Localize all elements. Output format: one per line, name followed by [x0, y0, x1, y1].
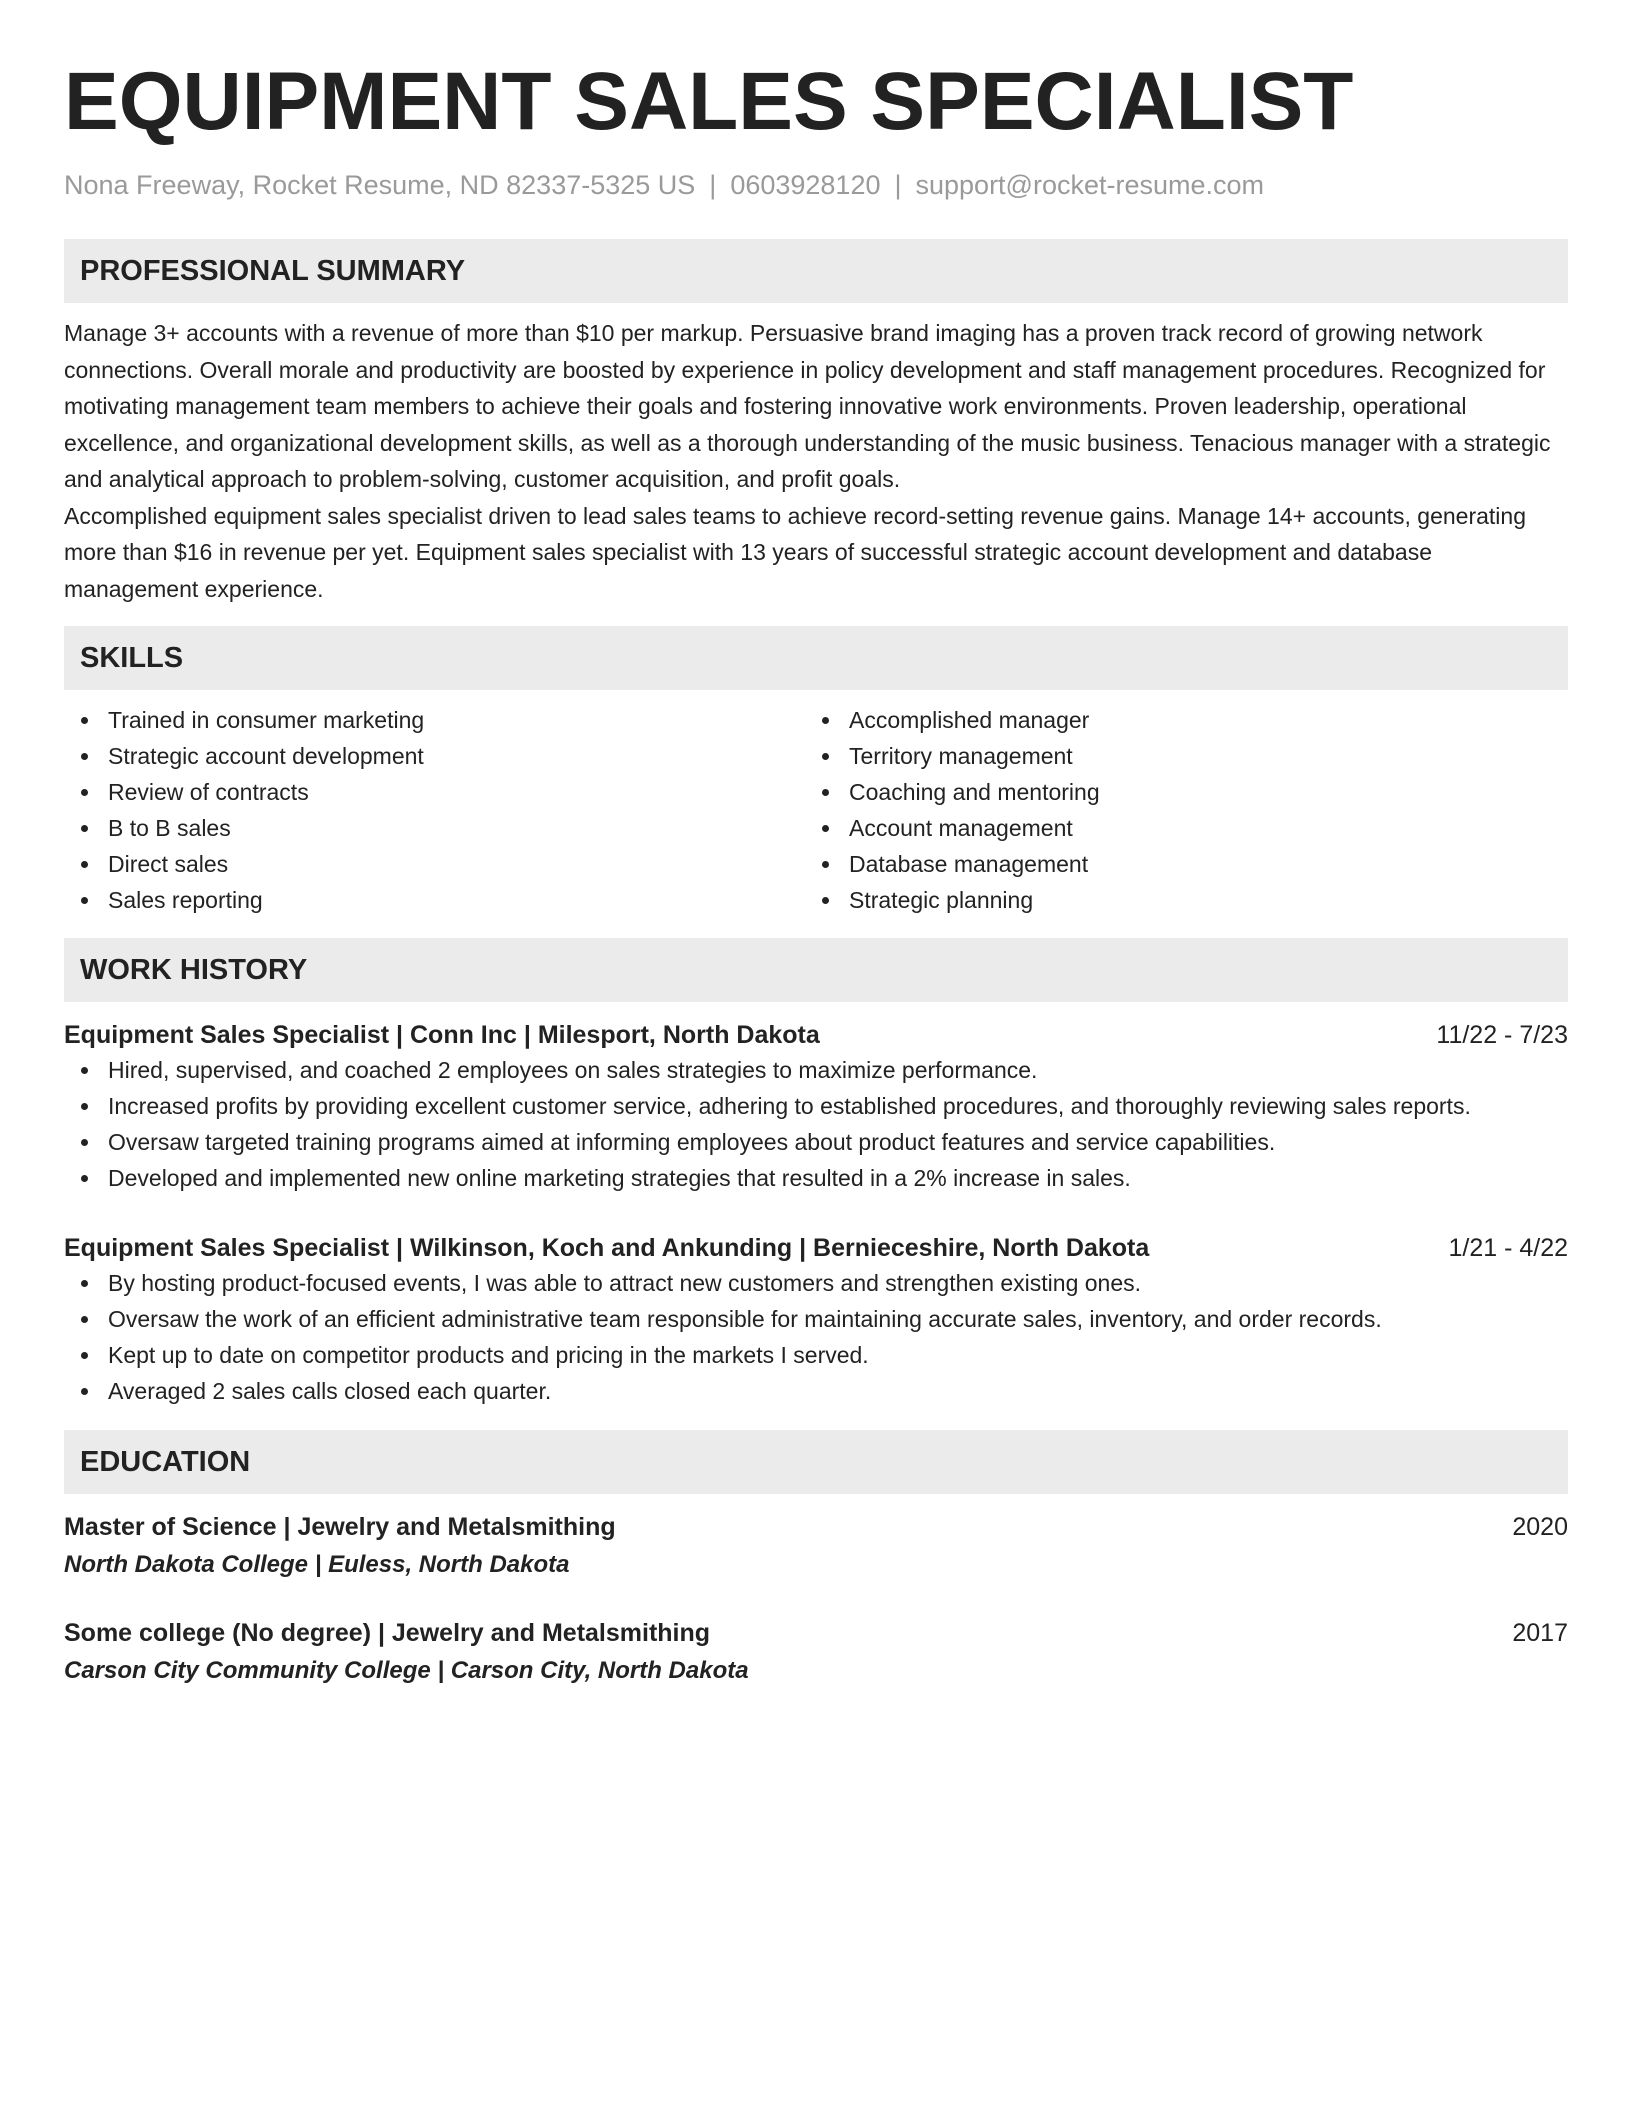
contact-separator: | — [709, 170, 717, 200]
job-bullet: Kept up to date on competitor products and pricing in the markets I served. — [64, 1337, 1568, 1373]
education-school: Carson City Community College | Carson City, North Dakota — [64, 1657, 749, 1684]
skill-item: Strategic account development — [64, 738, 805, 774]
job-dates: 11/22 - 7/23 — [1436, 1021, 1568, 1049]
section-heading-skills: SKILLS — [64, 626, 1568, 690]
contact-phone: 0603928120 — [730, 170, 881, 200]
skill-item: Account management — [805, 810, 1546, 846]
contact-line — [64, 168, 1568, 202]
skill-item: Direct sales — [64, 846, 805, 882]
summary-paragraph: Manage 3+ accounts with a revenue of more than $10 per markup. Persuasive brand imaging has a proven track record of growing network connections. Overall morale and productivity are boosted by experience in policy development and staff management procedures. Recognized for motivating management team members to achieve their goals and fostering innovative work environments. Proven leadership, operational excellence, and organizational development skills, as well as a thorough understanding of the music business. Tenacious manager with a strategic and analytical approach to problem-solving, customer acquisition, and profit goals. — [64, 320, 1551, 492]
skill-item: Sales reporting — [64, 882, 805, 918]
job-bullet: Increased profits by providing excellent customer service, adhering to established procedures, and thoroughly reviewing sales reports. — [64, 1088, 1568, 1124]
skill-item: Strategic planning — [805, 882, 1546, 918]
job-bullets — [64, 1265, 1568, 1409]
section-heading-work-history: WORK HISTORY — [64, 938, 1568, 1002]
job-bullet: Oversaw the work of an efficient administrative team responsible for maintaining accurate sales, inventory, and order records. — [64, 1301, 1568, 1337]
skill-item: B to B sales — [64, 810, 805, 846]
education-degree: Master of Science | Jewelry and Metalsmithing — [64, 1513, 616, 1541]
resume-title: EQUIPMENT SALES SPECIALIST — [64, 56, 1354, 147]
skill-item: Coaching and mentoring — [805, 774, 1546, 810]
job-header — [64, 1018, 1568, 1052]
summary-paragraph: Accomplished equipment sales specialist driven to lead sales teams to achieve record-setting revenue gains. Manage 14+ accounts, generating more than $16 in revenue per yet. Equipment sales specialist with 13 years of successful strategic account development and database management experience. — [64, 502, 1526, 602]
job-bullets — [64, 1052, 1568, 1196]
contact-separator: | — [894, 170, 902, 200]
skill-item: Review of contracts — [64, 774, 805, 810]
job-bullet: Oversaw targeted training programs aimed at informing employees about product features and service capabilities. — [64, 1124, 1568, 1160]
education-school: North Dakota College | Euless, North Dakota — [64, 1551, 570, 1578]
education-year: 2020 — [1512, 1513, 1568, 1541]
skills-column-left — [64, 702, 805, 918]
job-bullet: Hired, supervised, and coached 2 employees on sales strategies to maximize performance. — [64, 1052, 1568, 1088]
contact-email[interactable]: support@rocket-resume.com — [915, 170, 1265, 200]
job-dates: 1/21 - 4/22 — [1448, 1234, 1568, 1262]
education-year: 2017 — [1512, 1619, 1568, 1647]
education-entry — [64, 1616, 1568, 1688]
education-entry — [64, 1510, 1568, 1582]
skill-item: Territory management — [805, 738, 1546, 774]
job-title: Equipment Sales Specialist | Wilkinson, Koch and Ankunding | Bernieceshire, North Dakota — [64, 1234, 1150, 1262]
job-bullet: Developed and implemented new online marketing strategies that resulted in a 2% increase in sales. — [64, 1160, 1568, 1196]
skill-item: Accomplished manager — [805, 702, 1546, 738]
contact-address: Nona Freeway, Rocket Resume, ND 82337-5325 US — [64, 170, 696, 200]
job-entry — [64, 1231, 1568, 1409]
job-title: Equipment Sales Specialist | Conn Inc | Milesport, North Dakota — [64, 1021, 820, 1049]
skills-column-right — [805, 702, 1546, 918]
section-heading-summary: PROFESSIONAL SUMMARY — [64, 239, 1568, 303]
skills-list — [64, 702, 1568, 918]
job-bullet: Averaged 2 sales calls closed each quarter. — [64, 1373, 1568, 1409]
job-entry — [64, 1018, 1568, 1196]
section-heading-education: EDUCATION — [64, 1430, 1568, 1494]
summary-text — [64, 315, 1568, 607]
skill-item: Database management — [805, 846, 1546, 882]
job-header — [64, 1231, 1568, 1265]
education-degree: Some college (No degree) | Jewelry and Metalsmithing — [64, 1619, 711, 1647]
education-header — [64, 1510, 1568, 1544]
job-bullet: By hosting product-focused events, I was able to attract new customers and strengthen existing ones. — [64, 1265, 1568, 1301]
skill-item: Trained in consumer marketing — [64, 702, 805, 738]
education-header — [64, 1616, 1568, 1650]
